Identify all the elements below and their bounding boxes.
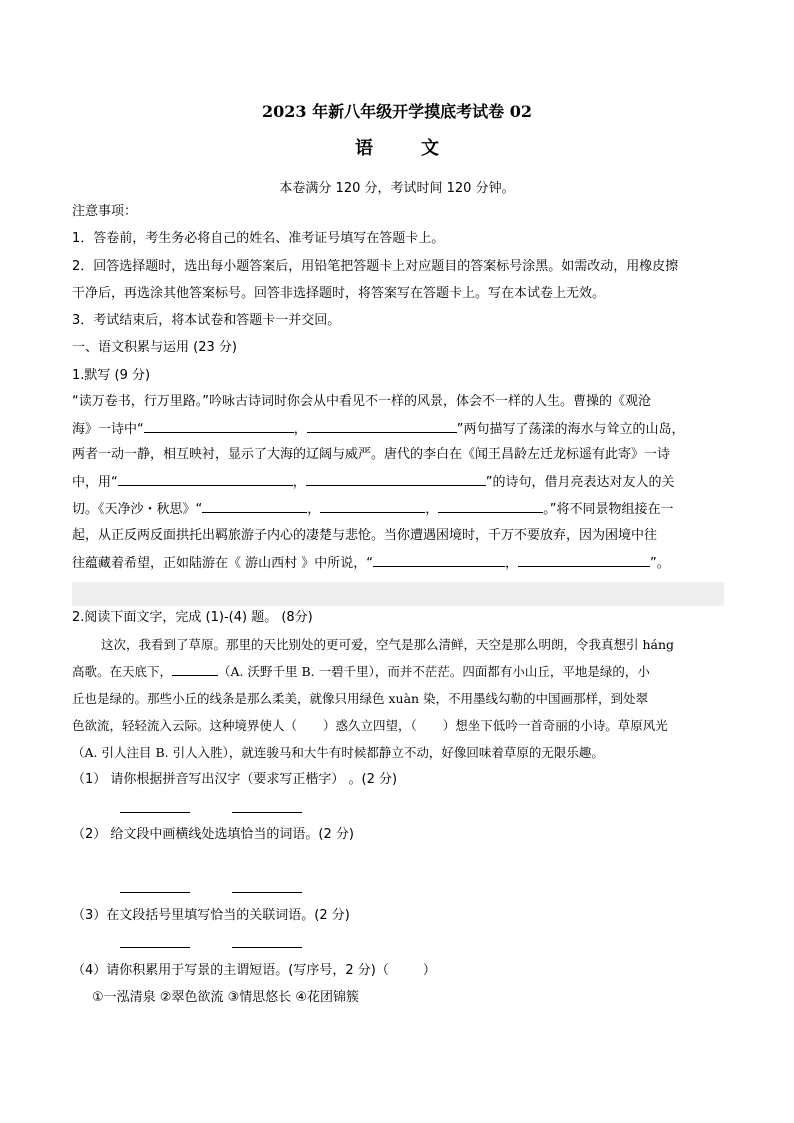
passage-line: 起，从正反两反面拱托出羁旅游子内心的凄楚与悲怆。当你遭遇困境时，千万不要放弃，因为困境中往 bbox=[72, 528, 658, 543]
reading-line bbox=[72, 717, 668, 735]
sub-question: （2） 给文段中画横线处选填恰当的词语。(2 分) bbox=[72, 827, 354, 842]
answer-blank[interactable] bbox=[232, 892, 302, 893]
text-segment: 切。《天净沙・秋思》“ bbox=[72, 502, 203, 517]
text-segment: ， bbox=[307, 502, 321, 517]
text-segment: ”。 bbox=[650, 556, 670, 571]
text-segment: （4）请你积累用于写景的主谓短语。(写序号，2 分)（ bbox=[72, 963, 389, 978]
fill-blank[interactable] bbox=[518, 554, 650, 567]
text-segment: ， bbox=[292, 475, 306, 490]
text-segment: 往蕴藏着希望，正如陆游在《 游山西村 》中所说，“ bbox=[72, 556, 373, 571]
text-segment: ， bbox=[505, 556, 519, 571]
answer-blank[interactable] bbox=[120, 947, 190, 948]
text-segment: 中，用“ bbox=[72, 475, 118, 490]
subject-title: 语文 bbox=[355, 138, 487, 159]
fill-blank[interactable] bbox=[320, 500, 425, 513]
text-segment: ”的诗句，借月亮表达对友人的关 bbox=[485, 475, 675, 490]
notes-heading: 注意事项： bbox=[72, 204, 138, 219]
text-segment: ）想坐下低吟一首奇丽的小诗。草原风光 bbox=[442, 718, 668, 733]
exam-info: 本卷满分 120 分，考试时间 120 分钟。 bbox=[279, 181, 515, 196]
section-heading: 一、语文积累与运用 (23 分) bbox=[72, 340, 237, 355]
text-segment: 色欲流，轻轻流入云际。这种境界使人（ bbox=[72, 718, 298, 733]
text-segment: ）惑久立四望，（ bbox=[323, 718, 417, 733]
fill-blank[interactable] bbox=[438, 500, 543, 513]
text-segment: ） bbox=[422, 963, 436, 978]
answer-blank[interactable] bbox=[232, 812, 302, 813]
sub-question: （3）在文段括号里填写恰当的关联词语。(2 分) bbox=[72, 908, 350, 923]
fill-blank[interactable] bbox=[306, 473, 486, 486]
text-segment: 海》一诗中“ bbox=[72, 422, 144, 437]
fill-blank[interactable] bbox=[118, 473, 293, 486]
passage-line bbox=[72, 473, 675, 492]
answer-blank[interactable] bbox=[120, 812, 190, 813]
note-item: 2．回答选择题时，选出每小题答案后，用铅笔把答题卡上对应题目的答案标号涂黑。如需改动，用橡皮擦 bbox=[72, 259, 679, 274]
question-title: 2.阅读下面文字，完成 (1)-(4) 题。 (8分) bbox=[72, 610, 313, 625]
exam-title: 2023 年新八年级开学摸底考试卷 02 bbox=[262, 102, 532, 121]
answer-options: ①一泓清泉 ②翠色欲流 ③情思悠长 ④花团锦簇 bbox=[92, 990, 360, 1005]
fill-blank[interactable] bbox=[373, 554, 505, 567]
question-title: 1.默写 (9 分) bbox=[72, 368, 151, 383]
passage-line: 两者一动一静，相互映衬，显示了大海的辽阔与威严。唐代的李白在《闻王昌龄左迁龙标遥有此寄》一诗 bbox=[72, 447, 671, 462]
note-item: 3．考试结束后，将本试卷和答题卡一并交回。 bbox=[72, 313, 341, 328]
answer-blank[interactable] bbox=[232, 947, 302, 948]
passage-line bbox=[72, 500, 674, 519]
shaded-band bbox=[72, 582, 724, 606]
text-segment: ， bbox=[425, 502, 439, 517]
reading-line: （A. 引人注目 B. 引人入胜），就连骏马和大牛有时候都静立不动，好像回味着草原的无限乐趣。 bbox=[72, 745, 604, 760]
answer-blank[interactable] bbox=[120, 892, 190, 893]
reading-line bbox=[72, 663, 650, 681]
passage-line bbox=[72, 420, 685, 439]
note-item: 1．答卷前，考生务必将自己的姓名、准考证号填写在答题卡上。 bbox=[72, 231, 445, 246]
sub-question: （1） 请你根据拼音写出汉字（要求写正楷字） 。(2 分) bbox=[72, 772, 398, 787]
text-segment: （A. 沃野千里 B. 一碧千里），而并不茫茫。四面都有小山丘，平地是绿的，小 bbox=[218, 664, 650, 679]
fill-blank[interactable] bbox=[202, 500, 307, 513]
reading-line: 这次，我看到了草原。那里的天比别处的更可爱，空气是那么清鲜，天空是那么明朗，令我真想引 háng bbox=[101, 637, 675, 652]
text-segment: 高歌。在天底下， bbox=[72, 664, 173, 679]
text-segment: 。”将不同景物组接在一 bbox=[543, 502, 674, 517]
text-segment: ， bbox=[293, 422, 307, 437]
fill-blank[interactable] bbox=[172, 663, 218, 676]
sub-question bbox=[72, 962, 436, 980]
reading-line: 丘也是绿的。那些小丘的线条是那么柔美，就像只用绿色 xuàn 染，不用墨线勾勒的中国画那样，到处翠 bbox=[72, 691, 649, 706]
text-segment: ”两句描写了荡漾的海水与耸立的山岛， bbox=[456, 422, 685, 437]
passage-line: “读万卷书，行万里路。”吟咏古诗词时你会从中看见不一样的风景，体会不一样的人生。曹操的《观沧 bbox=[72, 394, 651, 409]
note-item: 干净后，再选涂其他答案标号。回答非选择题时，将答案写在答题卡上。写在本试卷上无效。 bbox=[72, 286, 606, 301]
fill-blank[interactable] bbox=[307, 420, 457, 433]
passage-line bbox=[72, 554, 670, 573]
fill-blank[interactable] bbox=[144, 420, 294, 433]
